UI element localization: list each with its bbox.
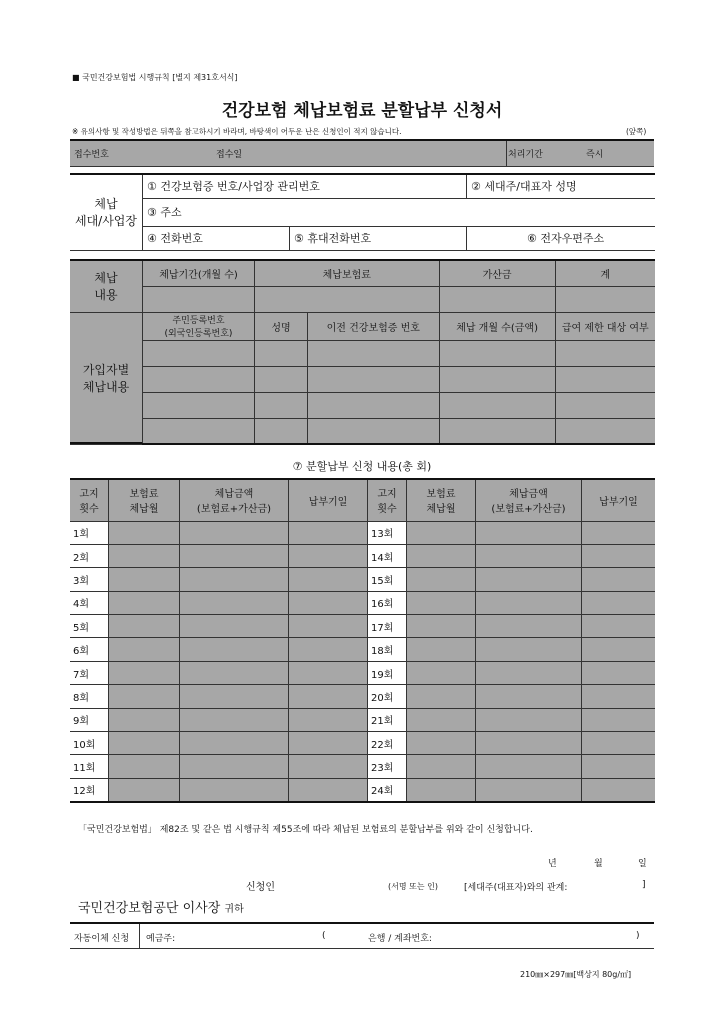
amount-cell (476, 685, 582, 708)
installment-count: 5회 (70, 615, 109, 638)
premium-month-cell (109, 568, 180, 591)
col-count: 고지 횟수 (368, 479, 407, 521)
amount-cell (476, 615, 582, 638)
signature-label[interactable]: (서명 또는 인) (388, 882, 438, 891)
col-benefit-restriction: 급여 제한 대상 여부 (555, 312, 655, 340)
paren-close: ) (636, 931, 640, 941)
amount-cell (476, 732, 582, 755)
amount-cell (476, 755, 582, 778)
premium-month-cell (407, 685, 476, 708)
due-date-cell (289, 591, 368, 614)
amount-cell (180, 661, 289, 684)
cell-total (555, 286, 655, 312)
cell-blank (255, 392, 308, 418)
due-date-cell (289, 638, 368, 661)
installment-count: 6회 (70, 638, 109, 661)
premium-month-cell (407, 732, 476, 755)
household-table (70, 173, 655, 251)
cell-blank (555, 366, 655, 392)
installment-row (70, 661, 655, 684)
processing-period-value: 즉시 (586, 150, 604, 160)
installment-count: 18회 (368, 638, 407, 661)
due-date-cell (582, 685, 656, 708)
instruction-note: ※ 유의사항 및 작성방법은 뒤쪽을 참고하시기 바라며, 바탕색이 어두운 난은 신청인이 적지 않습니다. (72, 127, 402, 136)
amount-cell (476, 544, 582, 567)
col-arrears-amount: 체납금액 (보험료+가산금) (180, 479, 289, 521)
paper-spec: 210㎜×297㎜[백상지 80g/㎡] (520, 970, 632, 979)
installment-count: 21회 (368, 708, 407, 731)
due-date-cell (582, 755, 656, 778)
installment-row (70, 521, 655, 544)
due-date-cell (582, 638, 656, 661)
premium-month-cell (109, 615, 180, 638)
due-date-cell (289, 615, 368, 638)
installment-count: 16회 (368, 591, 407, 614)
field-mobile[interactable]: ⑤ 휴대전화번호 (290, 226, 467, 250)
due-date-cell (582, 661, 656, 684)
bank-account-field[interactable]: 은행 / 계좌번호: (368, 934, 432, 944)
receipt-number-label: 접수번호 (74, 150, 109, 160)
installment-title: ⑦ 분할납부 신청 내용(총 회) (292, 460, 432, 473)
due-date-cell (582, 544, 656, 567)
amount-cell (476, 661, 582, 684)
amount-cell (180, 544, 289, 567)
installment-row (70, 708, 655, 731)
premium-month-cell (407, 521, 476, 544)
premium-month-cell (109, 638, 180, 661)
relation-close: ] (642, 880, 646, 890)
subscriber-section-label: 가입자별 체납내용 (70, 312, 143, 444)
cell-blank (255, 340, 308, 366)
due-date-cell (289, 778, 368, 801)
installment-count: 11회 (70, 755, 109, 778)
application-statement: 「국민건강보험법」 제82조 및 같은 법 시행규칙 제55조에 따라 체납된 보험료의 분할납부를 위와 같이 신청합니다. (78, 825, 533, 835)
installment-table (70, 478, 655, 803)
due-date-cell (582, 521, 656, 544)
col-prev-insurance-number: 이전 건강보험증 번호 (308, 312, 440, 340)
premium-month-cell (109, 685, 180, 708)
cell-surcharge (439, 286, 555, 312)
installment-row (70, 755, 655, 778)
cell-blank (555, 418, 655, 444)
installment-count: 2회 (70, 544, 109, 567)
amount-cell (476, 708, 582, 731)
installment-count: 7회 (70, 661, 109, 684)
installment-count: 15회 (368, 568, 407, 591)
col-due-date: 납부기일 (289, 479, 368, 521)
col-premium-month: 보험료 체납월 (109, 479, 180, 521)
field-householder-name[interactable]: ② 세대주/대표자 성명 (467, 174, 656, 198)
premium-month-cell (407, 708, 476, 731)
field-email[interactable]: ⑥ 전자우편주소 (467, 226, 656, 250)
page-title: 건강보험 체납보험료 분할납부 신청서 (221, 101, 503, 121)
amount-cell (180, 732, 289, 755)
due-date-cell (582, 568, 656, 591)
cell-blank (439, 418, 555, 444)
auto-transfer-row (70, 922, 654, 949)
premium-month-cell (109, 661, 180, 684)
auto-transfer-label: 자동이체 신청 (74, 934, 130, 944)
premium-month-cell (109, 521, 180, 544)
installment-header-row (70, 479, 655, 521)
due-date-cell (582, 708, 656, 731)
installment-count: 9회 (70, 708, 109, 731)
premium-month-cell (407, 568, 476, 591)
relation-label[interactable]: [세대주(대표자)와의 관계: (464, 883, 568, 893)
col-surcharge: 가산금 (439, 260, 555, 286)
premium-month-cell (407, 544, 476, 567)
cell-premium (255, 286, 440, 312)
field-insurance-number[interactable]: ① 건강보험증 번호/사업장 관리번호 (143, 174, 467, 198)
due-date-cell (582, 778, 656, 801)
amount-cell (180, 638, 289, 661)
installment-row (70, 615, 655, 638)
installment-count: 14회 (368, 544, 407, 567)
installment-row (70, 778, 655, 801)
premium-month-cell (407, 755, 476, 778)
front-side-label: (앞쪽) (626, 127, 647, 136)
amount-cell (180, 755, 289, 778)
cell-blank (439, 366, 555, 392)
due-date-cell (582, 732, 656, 755)
regulation-reference: ■ 국민건강보험법 시행규칙 [별지 제31호서식] (72, 73, 238, 82)
due-date-cell (289, 685, 368, 708)
due-date-cell (289, 568, 368, 591)
premium-month-cell (407, 661, 476, 684)
premium-month-cell (109, 708, 180, 731)
cell-blank (308, 418, 440, 444)
installment-row (70, 568, 655, 591)
field-address[interactable]: ③ 주소 (143, 198, 656, 226)
installment-count: 8회 (70, 685, 109, 708)
cell-period (143, 286, 255, 312)
cell-blank (143, 392, 255, 418)
cell-blank (439, 340, 555, 366)
depositor-field[interactable]: 예금주: (146, 934, 176, 944)
cell-blank (308, 340, 440, 366)
installment-count: 20회 (368, 685, 407, 708)
cell-blank (255, 366, 308, 392)
installment-count: 4회 (70, 591, 109, 614)
due-date-cell (289, 661, 368, 684)
paren-open: ( (322, 931, 326, 941)
premium-month-cell (109, 544, 180, 567)
col-total: 계 (555, 260, 655, 286)
col-count: 고지 횟수 (70, 479, 109, 521)
amount-cell (180, 521, 289, 544)
installment-count: 10회 (70, 732, 109, 755)
installment-count: 12회 (70, 778, 109, 801)
installment-count: 23회 (368, 755, 407, 778)
installment-row (70, 638, 655, 661)
due-date-cell (582, 615, 656, 638)
installment-row (70, 544, 655, 567)
amount-cell (476, 591, 582, 614)
arrears-table (70, 259, 655, 445)
installment-count: 17회 (368, 615, 407, 638)
cell-blank (143, 418, 255, 444)
premium-month-cell (407, 778, 476, 801)
applicant-label: 신청인 (246, 882, 275, 893)
premium-month-cell (109, 755, 180, 778)
installment-count: 1회 (70, 521, 109, 544)
col-arrears-period: 체납기간(개월 수) (143, 260, 255, 286)
amount-cell (476, 778, 582, 801)
installment-count: 24회 (368, 778, 407, 801)
col-arrears-amount: 체납금액 (보험료+가산금) (476, 479, 582, 521)
installment-row (70, 732, 655, 755)
premium-month-cell (407, 591, 476, 614)
col-rrn: 주민등록번호 (외국인등록번호) (143, 312, 255, 340)
due-date-cell (289, 708, 368, 731)
col-premium-month: 보험료 체납월 (407, 479, 476, 521)
amount-cell (180, 685, 289, 708)
col-name: 성명 (255, 312, 308, 340)
installment-count: 22회 (368, 732, 407, 755)
receipt-date-label: 접수일 (216, 150, 243, 160)
addressee: 국민건강보험공단 이사장 귀하 (78, 901, 244, 916)
processing-period-label: 처리기간 (508, 150, 543, 160)
col-due-date: 납부기일 (582, 479, 656, 521)
arrears-section-label: 체납 내용 (70, 260, 143, 312)
date-year-label: 년 (548, 859, 557, 869)
receipt-row (70, 139, 654, 167)
amount-cell (180, 568, 289, 591)
premium-month-cell (109, 778, 180, 801)
due-date-cell (289, 755, 368, 778)
installment-row (70, 591, 655, 614)
due-date-cell (289, 544, 368, 567)
amount-cell (476, 638, 582, 661)
cell-blank (555, 392, 655, 418)
premium-month-cell (109, 591, 180, 614)
amount-cell (180, 778, 289, 801)
amount-cell (180, 708, 289, 731)
col-months-amount: 체납 개월 수(금액) (439, 312, 555, 340)
installment-count: 13회 (368, 521, 407, 544)
cell-blank (255, 418, 308, 444)
installment-row (70, 685, 655, 708)
cell-blank (308, 392, 440, 418)
date-day-label: 일 (638, 859, 647, 869)
field-phone[interactable]: ④ 전화번호 (143, 226, 290, 250)
cell-blank (143, 340, 255, 366)
cell-blank (143, 366, 255, 392)
cell-blank (308, 366, 440, 392)
installment-count: 3회 (70, 568, 109, 591)
due-date-cell (582, 591, 656, 614)
cell-blank (439, 392, 555, 418)
due-date-cell (289, 732, 368, 755)
cell-blank (555, 340, 655, 366)
amount-cell (180, 591, 289, 614)
col-arrears-premium: 체납보험료 (255, 260, 440, 286)
amount-cell (476, 521, 582, 544)
amount-cell (180, 615, 289, 638)
premium-month-cell (407, 638, 476, 661)
premium-month-cell (407, 615, 476, 638)
amount-cell (476, 568, 582, 591)
date-month-label: 월 (594, 859, 603, 869)
household-section-label: 체납 세대/사업장 (70, 174, 143, 250)
due-date-cell (289, 521, 368, 544)
premium-month-cell (109, 732, 180, 755)
installment-count: 19회 (368, 661, 407, 684)
